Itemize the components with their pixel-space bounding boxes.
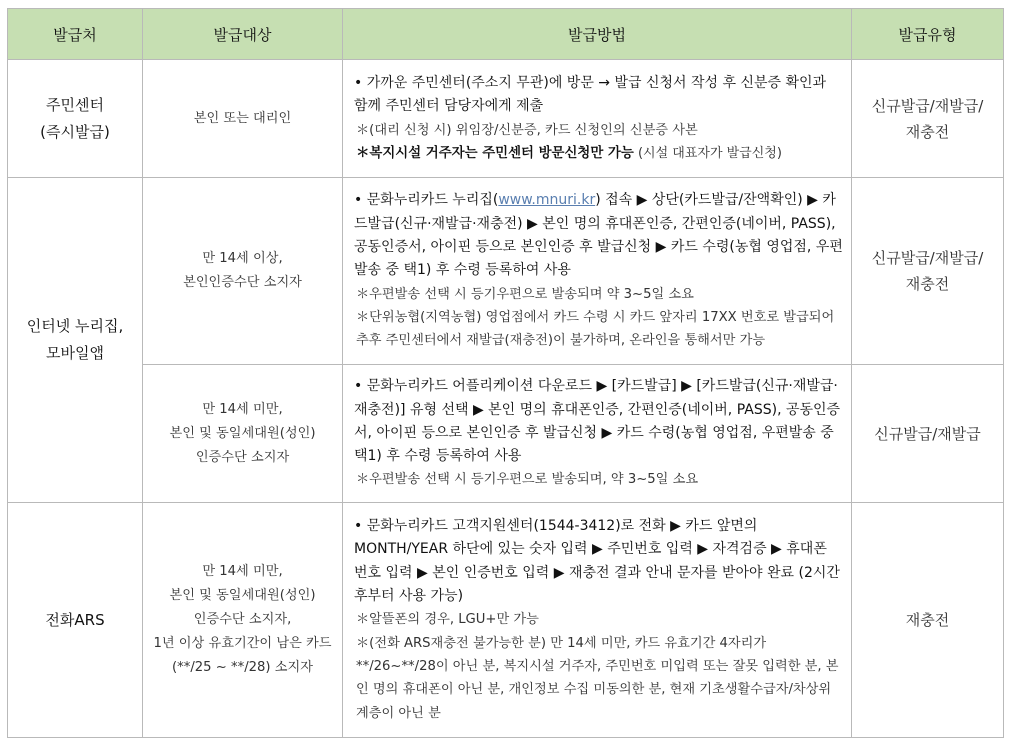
method-main: • 문화누리카드 어플리케이션 다운로드 ▶ [카드발급] ▶ [카드발급(신규·재발급·재충전)] 유형 선택 ▶ 본인 명의 휴대폰인증, 간편인증(네이버, PASS), 공동인증서, 아이핀 등으로 본인인증 후 발급신청 ▶ 카드 수령(농협 영업점, 우편발송 중 택1) 후 수령 등록하여 사용	[354, 378, 841, 465]
method-note: ＊단위농협(지역농협) 영업점에서 카드 수령 시 카드 앞자리 17XX 번호로 발급되어 추후 주민센터에서 재발급(재충전)이 불가하며, 온라인을 통해서만 가능	[356, 309, 835, 349]
method-cell	[343, 365, 852, 503]
target-cell: 만 14세 미만, 본인 및 동일세대원(성인) 인증수단 소지자	[143, 365, 343, 503]
issuance-table	[7, 8, 1004, 738]
method-note: ＊알뜰폰의 경우, LGU+만 가능	[356, 612, 539, 628]
type-cell: 신규발급/재발급/ 재충전	[852, 60, 1004, 178]
type-cell: 신규발급/재발급/ 재충전	[852, 178, 1004, 365]
method-note-bold: ＊복지시설 거주자는 주민센터 방문신청만 가능 (시설 대표자가 발급신청)	[356, 145, 782, 161]
method-main: • 문화누리카드 고객지원센터(1544-3412)로 전화 ▶ 카드 앞면의 MONTH/YEAR 하단에 있는 숫자 입력 ▶ 주민번호 입력 ▶ 자격검증 ▶ 휴대폰 번호 입력 ▶ 본인 인증번호 입력 ▶ 재충전 결과 안내 문자를 받아야 완료 (2시간 후부터 사용 가능)	[354, 518, 840, 605]
method-note: ＊우편발송 선택 시 등기우편으로 발송되며, 약 3~5일 소요	[356, 472, 699, 488]
method-main: • 문화누리카드 누리집(www.mnuri.kr) 접속 ▶ 상단(카드발급/잔액확인) ▶ 카드발급(신규·재발급·재충전) ▶ 본인 명의 휴대폰인증, 간편인증(네이버, PASS), 공동인증서, 아이핀 등으로 본인인증 후 발급신청 ▶ 카드 수령(농협 영업점, 우편발송 중 택1) 후 수령 등록하여 사용	[354, 192, 843, 279]
source-cell: 전화ARS	[8, 503, 143, 738]
type-cell: 신규발급/재발급	[852, 365, 1004, 503]
method-note: ＊(대리 신청 시) 위임장/신분증, 카드 신청인의 신분증 사본	[356, 122, 698, 138]
type-cell: 재충전	[852, 503, 1004, 738]
table-row-internet	[8, 178, 1004, 365]
source-cell: 주민센터 (즉시발급)	[8, 60, 143, 178]
header-row	[8, 9, 1004, 60]
target-cell: 만 14세 이상, 본인인증수단 소지자	[143, 178, 343, 365]
target-cell: 본인 또는 대리인	[143, 60, 343, 178]
table-row-community-center	[8, 60, 1004, 178]
table-row-mobile-app	[8, 365, 1004, 503]
method-note: ＊(전화 ARS재충전 불가능한 분) 만 14세 미만, 카드 유효기간 4자리가 **/26~**/28이 아닌 분, 복지시설 거주자, 주민번호 미입력 또는 잘못 입력한 분, 본인 명의 휴대폰이 아닌 분, 개인정보 수집 미동의한 분, 현재 기초생활수급자/차상위계층이 아닌 분	[356, 635, 839, 721]
method-cell	[343, 60, 852, 178]
header-source: 발급처	[8, 9, 143, 60]
table-row-phone-ars	[8, 503, 1004, 738]
method-cell	[343, 178, 852, 365]
method-main: • 가까운 주민센터(주소지 무관)에 방문 → 발급 신청서 작성 후 신분증 확인과 함께 주민센터 담당자에게 제출	[354, 74, 827, 115]
method-note: ＊우편발송 선택 시 등기우편으로 발송되며 약 3~5일 소요	[356, 286, 694, 302]
source-cell: 인터넷 누리집, 모바일앱	[8, 178, 143, 503]
header-method: 발급방법	[343, 9, 852, 60]
target-cell: 만 14세 미만, 본인 및 동일세대원(성인) 인증수단 소지자, 1년 이상 유효기간이 남은 카드 (**/25 ~ **/28) 소지자	[143, 503, 343, 738]
mnuri-link[interactable]: www.mnuri.kr	[498, 192, 596, 209]
header-type: 발급유형	[852, 9, 1004, 60]
method-cell	[343, 503, 852, 738]
header-target: 발급대상	[143, 9, 343, 60]
